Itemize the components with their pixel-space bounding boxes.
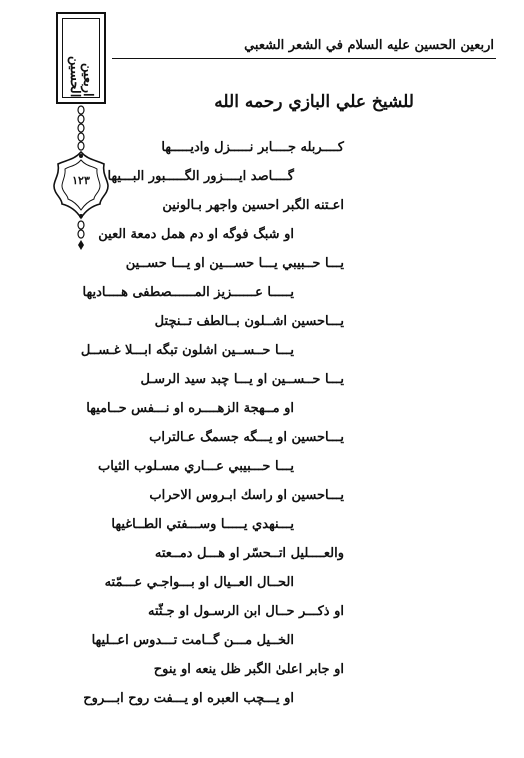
poem-title: للشيخ علي البازي رحمه الله	[214, 92, 414, 112]
calligraphy-banner	[56, 12, 106, 104]
verse-line: يـــاحسين اشــلون بــالطف تــنچتل	[154, 314, 344, 329]
verse-line: يـــا حــســين او يـــا چبد سيد الرسـل	[140, 372, 344, 387]
verse-line: الخــيل مـــن گــامت تـــدوس اعــليها	[91, 633, 294, 648]
calligraphy-banner-text: اربعين الحسين	[62, 18, 100, 98]
verse-line: الحــال العــيال او بـــواجـي عـــمّته	[104, 575, 294, 590]
verse-line: گــــاصد ايــــزور الگـــــبور البـــيها	[107, 169, 294, 184]
verse-line: يـــــا عــــــزيز المــــــصطفى هــــاديها	[82, 285, 294, 300]
verse-line: او مــهجة الزهــــره او نـــفس حــاميها	[86, 401, 294, 416]
verse-line: او يـــچب العبره او يـــفت روح ابـــروح	[83, 691, 294, 706]
header-divider	[112, 58, 496, 59]
page-number: ١٢٣	[72, 174, 90, 187]
verse-line: يـــنهدي يـــــا وســـفتي الطــاغيها	[111, 517, 294, 532]
verse-line: او جابر اعلىٰ الگبر ظل ينعه او ينوح	[153, 662, 344, 677]
pendant-icon	[77, 220, 85, 250]
verse-line: والعــــليل اتــحسّر او هـــل دمــعته	[154, 546, 344, 561]
verse-line: يـــا حـــبيبي عـــاري مسـلوب الثياب	[97, 459, 294, 474]
verse-line: يـــاحسين او يـــگه جسمگ عـالتراب	[149, 430, 344, 445]
verse-line: يـــاحسين او راسك ابـروس الاحراب	[149, 488, 344, 503]
running-title: اربعين الحسين عليه السلام في الشعر الشعبي	[244, 38, 494, 53]
verse-line: اعـتنه الگبر احسين واجهر بـالونين	[162, 198, 344, 213]
verse-line: يـــا حــبيبي يـــا حســـين او يـــا حســين	[125, 256, 344, 271]
verse-line: او شبگ فوگه او دم همل دمعة العين	[98, 227, 294, 242]
verse-line: يـــا حــســين اشلون تبگه ابـــلا غـســل	[80, 343, 294, 358]
verse-line: او ذكـــر حــال ابن الرسـول او جـثّته	[148, 604, 344, 619]
verse-line: كــــربله جــــابر نـــــزل واديـــــها	[161, 140, 344, 155]
